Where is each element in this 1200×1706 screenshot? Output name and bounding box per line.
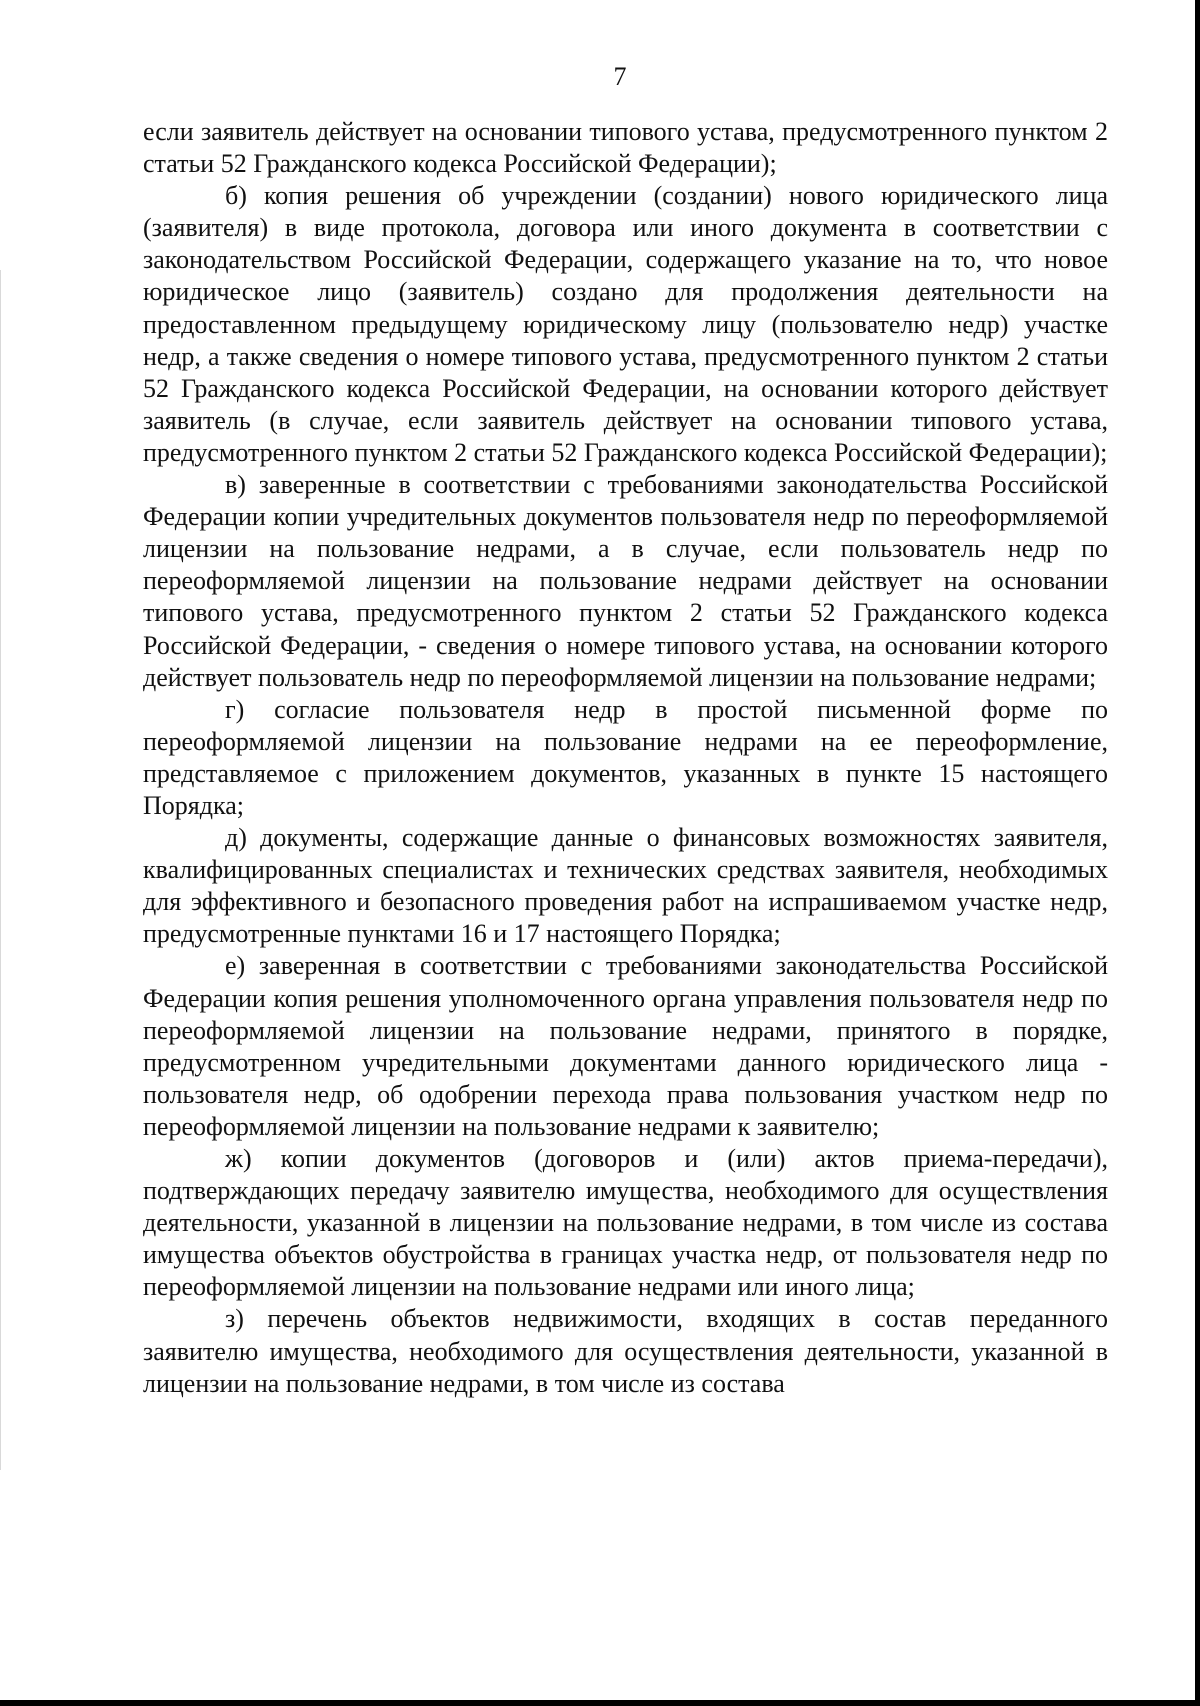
paragraph-item-e: е) заверенная в соответствии с требованиями законодательства Российской Федерации копия решения уполномоченного органа управления пользователя недр по переоформляемой лицензии на пользование недрами, принятого в порядке, предусмотренном учредительными документами данного юридического лица - пользователя недр, об одобрении перехода права пользования участком недр по переоформляемой лицензии на пользование недрами к заявителю; <box>143 951 1108 1141</box>
page-number: 7 <box>613 62 627 91</box>
paragraph-item-zh: ж) копии документов (договоров и (или) актов приема-передачи), подтверждающих передачу заявителю имущества, необходимого для осуществления деятельности, указанной в лицензии на пользование недрами, в том числе из состава имущества объектов обустройства в границах участка недр, от пользователя недр по переоформляемой лицензии на пользование недрами или иного лица; <box>143 1144 1108 1302</box>
paragraph-item-b: б) копия решения об учреждении (создании) нового юридического лица (заявителя) в виде протокола, договора или иного документа в соответствии с законодательством Российской Федерации, содержащего указание на то, что новое юридическое лицо (заявитель) создано для продолжения деятельности на предоставленном предыдущему юридическому лицу (пользователю недр) участке недр, а также сведения о номере типового устава, предусмотренного пунктом 2 статьи 52 Гражданского кодекса Российской Федерации, на основании которого действует заявитель (в случае, если заявитель действует на основании типового устава, предусмотренного пунктом 2 статьи 52 Гражданского кодекса Российской Федерации); <box>143 181 1108 467</box>
scan-margin-line <box>0 270 1 1470</box>
paragraph-item-g: г) согласие пользователя недр в простой письменной форме по переоформляемой лицензии на пользование недрами на ее переоформление, представляемое с приложением документов, указанных в пункте 15 настоящего Порядка; <box>143 694 1108 820</box>
paragraph-item-d: д) документы, содержащие данные о финансовых возможностях заявителя, квалифицированных специалистах и технических средствах заявителя, необходимых для эффективного и безопасного проведения работ на испрашиваемом участке недр, предусмотренные пунктами 16 и 17 настоящего Порядка; <box>143 823 1108 949</box>
scan-edge-right <box>1195 0 1200 1706</box>
scan-edge-bottom <box>0 1700 1200 1706</box>
document-body <box>143 116 1108 1400</box>
paragraph-item-z: з) перечень объектов недвижимости, входящих в состав переданного заявителю имущества, необходимого для осуществления деятельности, указанной в лицензии на пользование недрами, в том числе из состава <box>143 1304 1108 1398</box>
paragraph-continuation: если заявитель действует на основании типового устава, предусмотренного пунктом 2 статьи 52 Гражданского кодекса Российской Федерации); <box>143 117 1108 179</box>
paragraph-item-v: в) заверенные в соответствии с требованиями законодательства Российской Федерации копии учредительных документов пользователя недр по переоформляемой лицензии на пользование недрами, а в случае, если пользователь недр по переоформляемой лицензии на пользование недрами действует на основании типового устава, предусмотренного пунктом 2 статьи 52 Гражданского кодекса Российской Федерации, - сведения о номере типового устава, на основании которого действует пользователь недр по переоформляемой лицензии на пользование недрами; <box>143 470 1108 692</box>
